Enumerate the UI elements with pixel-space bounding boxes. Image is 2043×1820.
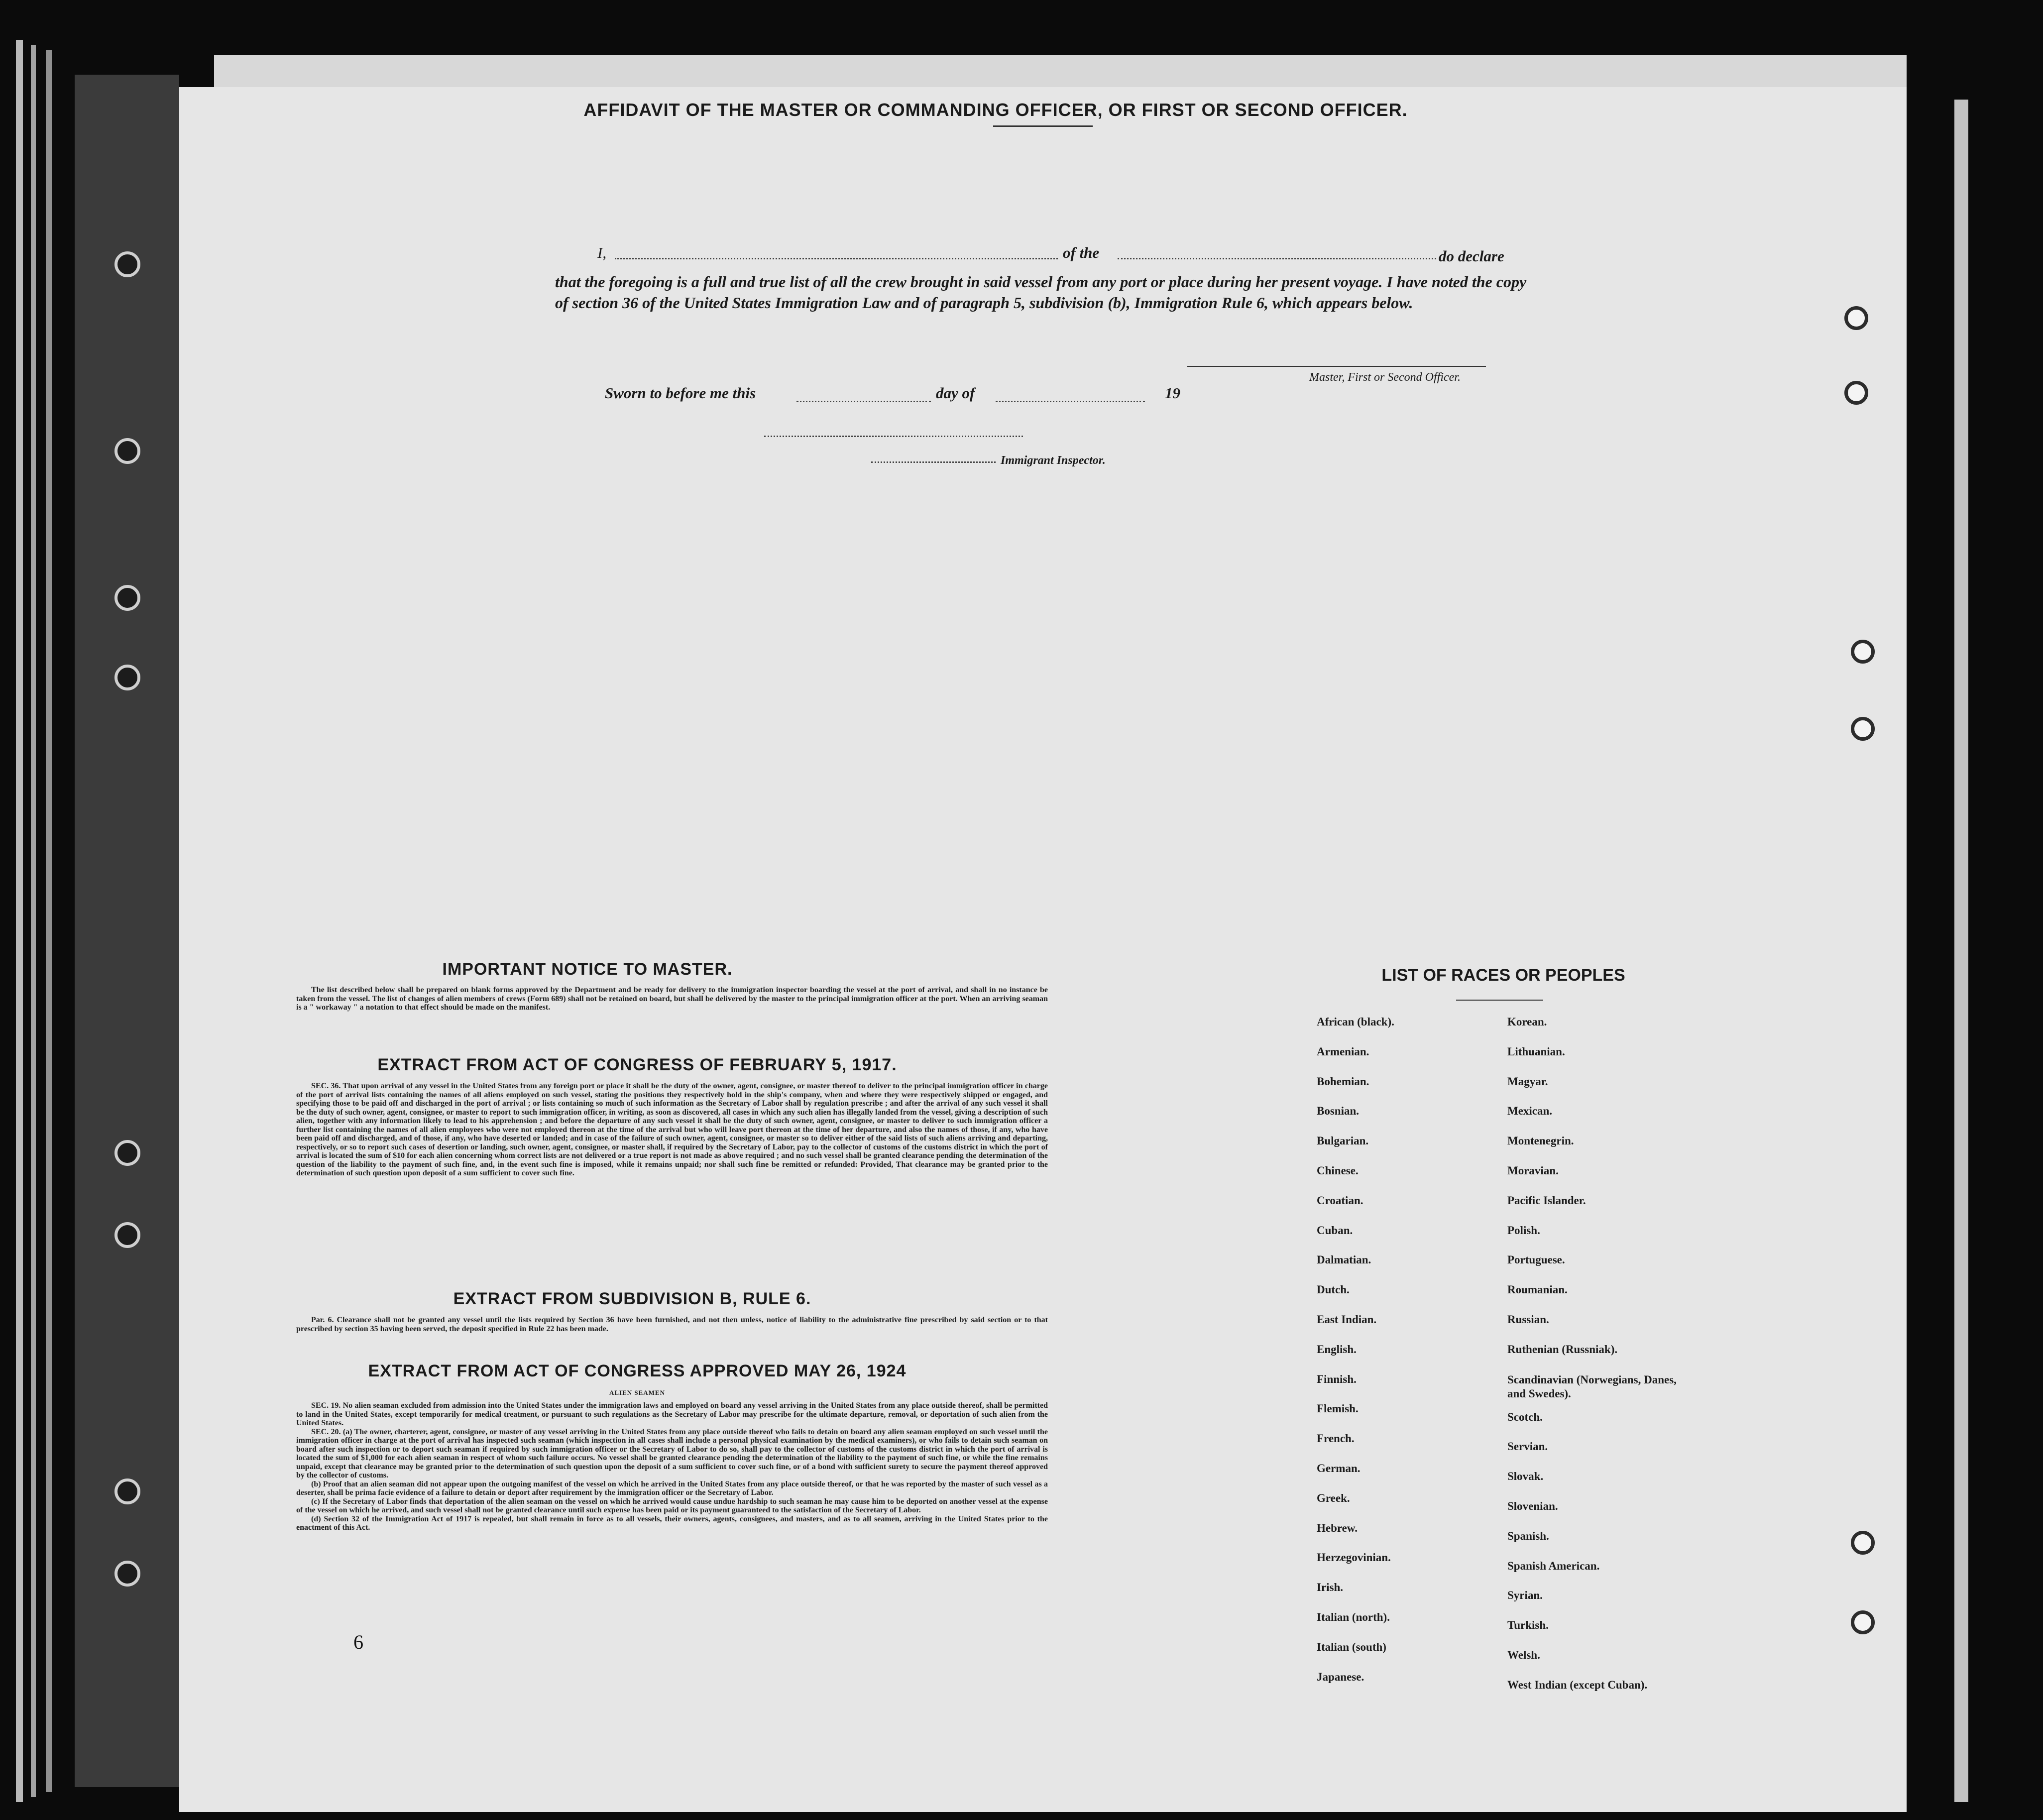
race-item: Slovak. — [1507, 1470, 1544, 1483]
extract-1924-subtitle: ALIEN SEAMEN — [609, 1389, 666, 1396]
race-item: East Indian. — [1317, 1313, 1377, 1326]
notice-paragraph: The list described below shall be prepared on blank forms approved by the Department and be ready for delivery to the immigration inspector boarding the vessel at the port of arrival, and shall in no instance be taken from the vessel. The list of changes of alien members of crews (Form 689) shall not be retained on board, but shall be delivered by the master to the principal immigration officer at the port. When an arriving seaman is a " workaway " a notation to that effect should be made on the manifest. — [296, 986, 1048, 1012]
notice-title: IMPORTANT NOTICE TO MASTER. — [442, 960, 733, 979]
race-item: African (black). — [1317, 1016, 1394, 1028]
page-edge — [31, 45, 36, 1797]
binding-strip — [75, 75, 179, 1787]
punch-hole-icon — [1851, 1531, 1875, 1555]
race-item: Irish. — [1317, 1581, 1344, 1594]
race-item: Portuguese. — [1507, 1253, 1565, 1266]
sworn-day-blank[interactable] — [796, 401, 931, 402]
affidavit-i-label: I, — [597, 244, 607, 261]
extract-rule6-title: EXTRACT FROM SUBDIVISION B, RULE 6. — [453, 1289, 811, 1308]
races-left-column — [1317, 1016, 1394, 1700]
race-item: French. — [1317, 1432, 1355, 1445]
races-title-rule — [1456, 1000, 1543, 1001]
race-item: Spanish American. — [1507, 1559, 1600, 1572]
underlying-page — [214, 55, 1907, 90]
binder-hole-icon — [114, 665, 140, 690]
binder-hole-icon — [114, 438, 140, 464]
race-item: Greek. — [1317, 1491, 1350, 1504]
race-item: Korean. — [1507, 1016, 1547, 1028]
of-the-label: of the — [1063, 244, 1100, 261]
title-rule — [993, 125, 1093, 127]
race-item: Spanish. — [1507, 1529, 1549, 1542]
year-label: 19 — [1165, 384, 1180, 402]
race-item: Pacific Islander. — [1507, 1194, 1586, 1207]
races-title: LIST OF RACES OR PEOPLES — [1381, 966, 1625, 985]
punch-hole-icon — [1844, 381, 1868, 405]
page-edge — [16, 40, 23, 1802]
extract-1924-paragraph: (d) Section 32 of the Immigration Act of 1917 is repealed, but shall remain in force as to all vessels, their owners, agents, consignees, and masters, and as to all seamen, arriving in the United States prior to the enactment of this Act. — [296, 1514, 1048, 1532]
binder-hole-icon — [114, 585, 140, 611]
handwritten-page-number: 6 — [353, 1631, 363, 1653]
race-item: Bulgarian. — [1317, 1135, 1369, 1147]
race-item: Welsh. — [1507, 1648, 1540, 1661]
inspector-label: Immigrant Inspector. — [1001, 454, 1106, 467]
race-item: English. — [1317, 1343, 1357, 1356]
punch-hole-icon — [1851, 1610, 1875, 1634]
race-item: Armenian. — [1317, 1045, 1369, 1058]
race-item: Finnish. — [1317, 1372, 1357, 1385]
race-item: Cuban. — [1317, 1224, 1353, 1237]
race-item: German. — [1317, 1462, 1361, 1475]
vessel-blank[interactable] — [1118, 258, 1436, 259]
race-item: Bosnian. — [1317, 1105, 1360, 1118]
race-item: Magyar. — [1507, 1075, 1548, 1088]
page-edge — [1954, 100, 1968, 1802]
day-of-label: day of — [936, 384, 975, 402]
extract-1924-paragraph: SEC. 20. (a) The owner, charterer, agent, consignee, or master of any vessel arriving in the United States from any place outside thereof who fails to detain on board any alien seaman employed on such vessel until the immigration officer in charge at the port of arrival has inspected such seaman (which inspection in all cases shall include a personal physical examination by the medical examiners), or who fails to detain such seaman on board after such inspection or to deport such seaman if required by such immigration officer or the Secretary of Labor to do so, shall pay to the collector of customs of the customs district in which the port of arrival is located the sum of $1,000 for each alien seaman in respect of whom such failure occurs. No vessel shall be granted clearance pending the determination of the liability to the payment of such fine, or while the fine remains unpaid, except that clearance may be granted prior to the determination of such question upon the deposit of a sum sufficient to cover such fine, or of a bond with sufficient surety to secure the payment thereof approved by the collector of customs. — [296, 1427, 1048, 1479]
binder-hole-icon — [114, 1479, 140, 1504]
race-item: Hebrew. — [1317, 1521, 1358, 1534]
race-item: Italian (south) — [1317, 1640, 1386, 1653]
race-item: West Indian (except Cuban). — [1507, 1678, 1648, 1691]
race-item: Moravian. — [1507, 1164, 1559, 1177]
extract-rule6-paragraph: Par. 6. Clearance shall not be granted any vessel until the lists required by Section 36 have been furnished, and not then unless, notice of liability to the administrative fine prescribed by said section or to that prescribed by section 35 having been served, the deposit specified in Rule 22 has been made. — [296, 1316, 1048, 1333]
extract-1924-paragraph: SEC. 19. No alien seaman excluded from admission into the United States under the immigration laws and employed on board any vessel arriving in the United States from any place outside thereof, shall be permitted to land in the United States, except temporarily for medical treatment, or pursuant to such regulations as the Secretary of Labor may prescribe for the ultimate departure, removal, or deportation of such alien from the United States. — [296, 1401, 1048, 1427]
race-item: Dutch. — [1317, 1283, 1350, 1296]
name-blank[interactable] — [615, 258, 1058, 259]
race-item: Lithuanian. — [1507, 1045, 1565, 1058]
race-item: Roumanian. — [1507, 1283, 1568, 1296]
master-signature-label: Master, First or Second Officer. — [1309, 371, 1461, 384]
extract-1924-paragraph: (b) Proof that an alien seaman did not appear upon the outgoing manifest of the vessel on which he arrived in the United States from any place outside thereof, or that he was reported by the master of such vessel as a deserter, shall be prima facie evidence of a failure to detain or deport after requirement by the immigration officer or the Secretary of Labor. — [296, 1479, 1048, 1497]
binder-hole-icon — [114, 251, 140, 277]
page-edge — [46, 50, 52, 1792]
sworn-month-blank[interactable] — [996, 401, 1145, 402]
race-item: Flemish. — [1317, 1402, 1359, 1415]
race-item: Slovenian. — [1507, 1499, 1558, 1512]
race-item: Mexican. — [1507, 1105, 1553, 1118]
race-item: Croatian. — [1317, 1194, 1363, 1207]
race-item: Ruthenian (Russniak). — [1507, 1343, 1618, 1356]
notice-text — [296, 986, 1048, 1012]
inspector-signature-line[interactable] — [764, 436, 1023, 437]
race-item: Scandinavian (Norwegians, Danes, and Swedes). — [1507, 1373, 1677, 1400]
extract-1924-text — [296, 1401, 1048, 1532]
race-item: Montenegrin. — [1507, 1135, 1574, 1147]
punch-hole-icon — [1851, 717, 1875, 741]
affidavit-title: AFFIDAVIT OF THE MASTER OR COMMANDING OFFICER, OR FIRST OR SECOND OFFICER. — [583, 100, 1408, 120]
do-declare-label: do declare — [1439, 247, 1504, 265]
extract-1917-title: EXTRACT FROM ACT OF CONGRESS OF FEBRUARY 5, 1917. — [377, 1055, 897, 1074]
race-item: Chinese. — [1317, 1164, 1359, 1177]
race-item: Italian (north). — [1317, 1610, 1390, 1623]
race-item: Dalmatian. — [1317, 1253, 1371, 1266]
punch-hole-icon — [1844, 306, 1868, 330]
affidavit-body: that the foregoing is a full and true list of all the crew brought in said vessel from any port or place during her present voyage. I have noted the copy of section 36 of the United States Immigration Law and of paragraph 5, subdivision (b), Immigration Rule 6, which appears below. — [555, 273, 1527, 312]
extract-1917-text — [296, 1082, 1048, 1178]
race-item: Scotch. — [1507, 1410, 1543, 1423]
punch-hole-icon — [1851, 640, 1875, 664]
races-right-column — [1507, 1016, 1687, 1708]
binder-hole-icon — [114, 1222, 140, 1248]
race-item: Russian. — [1507, 1313, 1549, 1326]
race-item: Syrian. — [1507, 1589, 1543, 1602]
binder-hole-icon — [114, 1561, 140, 1587]
sworn-label: Sworn to before me this — [605, 384, 756, 402]
race-item: Bohemian. — [1317, 1075, 1369, 1088]
race-item: Turkish. — [1507, 1619, 1549, 1632]
race-item: Japanese. — [1317, 1670, 1364, 1683]
race-item: Polish. — [1507, 1224, 1540, 1237]
extract-1924-title: EXTRACT FROM ACT OF CONGRESS APPROVED MAY 26, 1924 — [368, 1362, 907, 1380]
race-item: Servian. — [1507, 1440, 1548, 1453]
race-item: Herzegovinian. — [1317, 1551, 1391, 1564]
extract-rule6-text — [296, 1316, 1048, 1333]
extract-1924-paragraph: (c) If the Secretary of Labor finds that deportation of the alien seaman on the vessel on which he arrived would cause undue hardship to such seaman he may cause him to be deported on another vessel at the expense of the vessel on which he arrived, and such vessel shall not be granted clearance until such expense has been paid or its payment guaranteed to the satisfaction of the Secretary of Labor. — [296, 1497, 1048, 1514]
binder-hole-icon — [114, 1140, 140, 1166]
extract-1917-paragraph: SEC. 36. That upon arrival of any vessel in the United States from any foreign port or place it shall be the duty of the owner, agent, consignee, or master thereof to deliver to the principal immigration officer in charge of the port of arrival lists containing the names of all aliens employed on such vessel, stating the positions they respectively hold in the ship's company, when and where they were respectively shipped or engaged, and specifying those to be paid off and discharged in the port of arrival ; or lists containing so much of such information as the Secretary of Labor shall by regulation prescribe ; and after the arrival of any such vessel it shall be the duty of such owner, agent, consignee, or master to report to such immigration officer, in writing, as soon as discovered, all cases in which any such alien has illegally landed from the vessel, giving a description of such alien, together with any information likely to lead to his apprehension ; and before the departure of any such vessel it shall be the duty of such owner, agent, consignee, or master to deliver to such immigration officer a further list containing the names of all alien employees who were not employed thereon at the time of the arrival but who will leave port thereon at the time of her departure, and also the names of those, if any, who have been paid off and discharged, and of those, if any, who have deserted or landed; and in case of the failure of such owner, agent, consignee, or master so to deliver either of the said lists of such aliens arriving and departing, respectively, or so to report such cases of desertion or landing, such owner, agent, consignee, or master shall, if required by the Secretary of Labor, pay to the collector of customs of the customs district in which the port of arrival is located the sum of $10 for each alien concerning whom correct lists are not delivered or a true report is not made as above required ; and no such vessel shall be granted clearance pending the determination of the question of the liability to the payment of such fine, and, in the event such fine is imposed, while it remains unpaid; nor shall such fine be remitted or refunded: Provided, That clearance may be granted prior to the determination of such question upon deposit of a sum sufficient to cover such fine. — [296, 1082, 1048, 1177]
inspector-name-line[interactable] — [871, 461, 996, 463]
master-signature-line[interactable] — [1187, 366, 1486, 367]
